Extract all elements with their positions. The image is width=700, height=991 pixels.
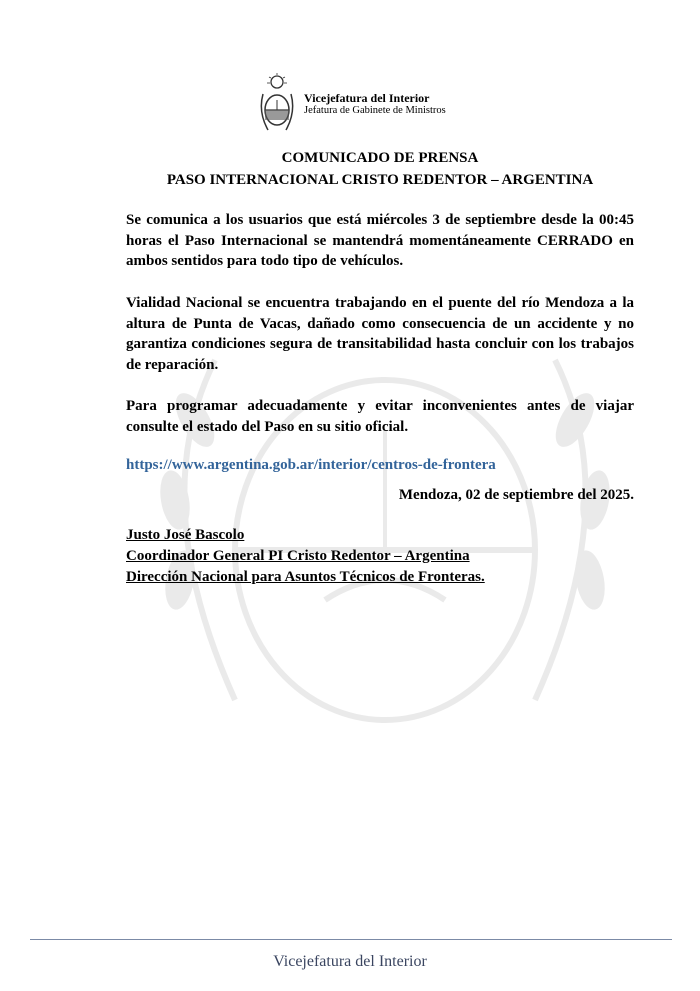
paragraph-text: Para programar adecuadamente y evitar inconvenientes antes de viajar consulte el estado del Paso en su sitio oficial.	[126, 398, 634, 435]
signatory-name: Justo José Bascolo	[126, 527, 245, 543]
paragraph-advice	[126, 396, 634, 437]
document-title: COMUNICADO DE PRENSA	[281, 150, 479, 166]
paragraph-text: Se comunica a los usuarios que está miércoles 3 de septiembre desde la 00:45 horas el Paso Internacional se mantendrá momentáneamente CERRADO en ambos sentidos para todo tipo de vehículos.	[126, 212, 634, 269]
document-subtitle: PASO INTERNACIONAL CRISTO REDENTOR – ARGENTINA	[166, 172, 594, 188]
paragraph-text: Vialidad Nacional se encuentra trabajando en el puente del río Mendoza a la altura de Punta de Vacas, dañado como consecuencia de un accidente y no garantiza condiciones segura de transitabilidad hasta concluir con los trabajos de reparación.	[126, 295, 634, 373]
header-org-name: Vicejefatura del Interior	[304, 91, 430, 105]
signatory-department: Dirección Nacional para Asuntos Técnicos de Fronteras.	[126, 569, 485, 585]
paragraph-repair-info	[126, 293, 634, 375]
official-site-link[interactable]: https://www.argentina.gob.ar/interior/centros-de-frontera	[126, 457, 496, 473]
coat-of-arms-icon	[258, 72, 296, 136]
footer-org-name: Vicejefatura del Interior	[273, 953, 427, 970]
header-org-subtitle: Jefatura de Gabinete de Ministros	[304, 105, 446, 116]
paragraph-closure-notice	[126, 210, 634, 272]
signatory-position: Coordinador General PI Cristo Redentor – Argentina	[126, 548, 470, 564]
footer-divider	[30, 939, 672, 940]
place-date: Mendoza, 02 de septiembre del 2025.	[398, 487, 634, 503]
